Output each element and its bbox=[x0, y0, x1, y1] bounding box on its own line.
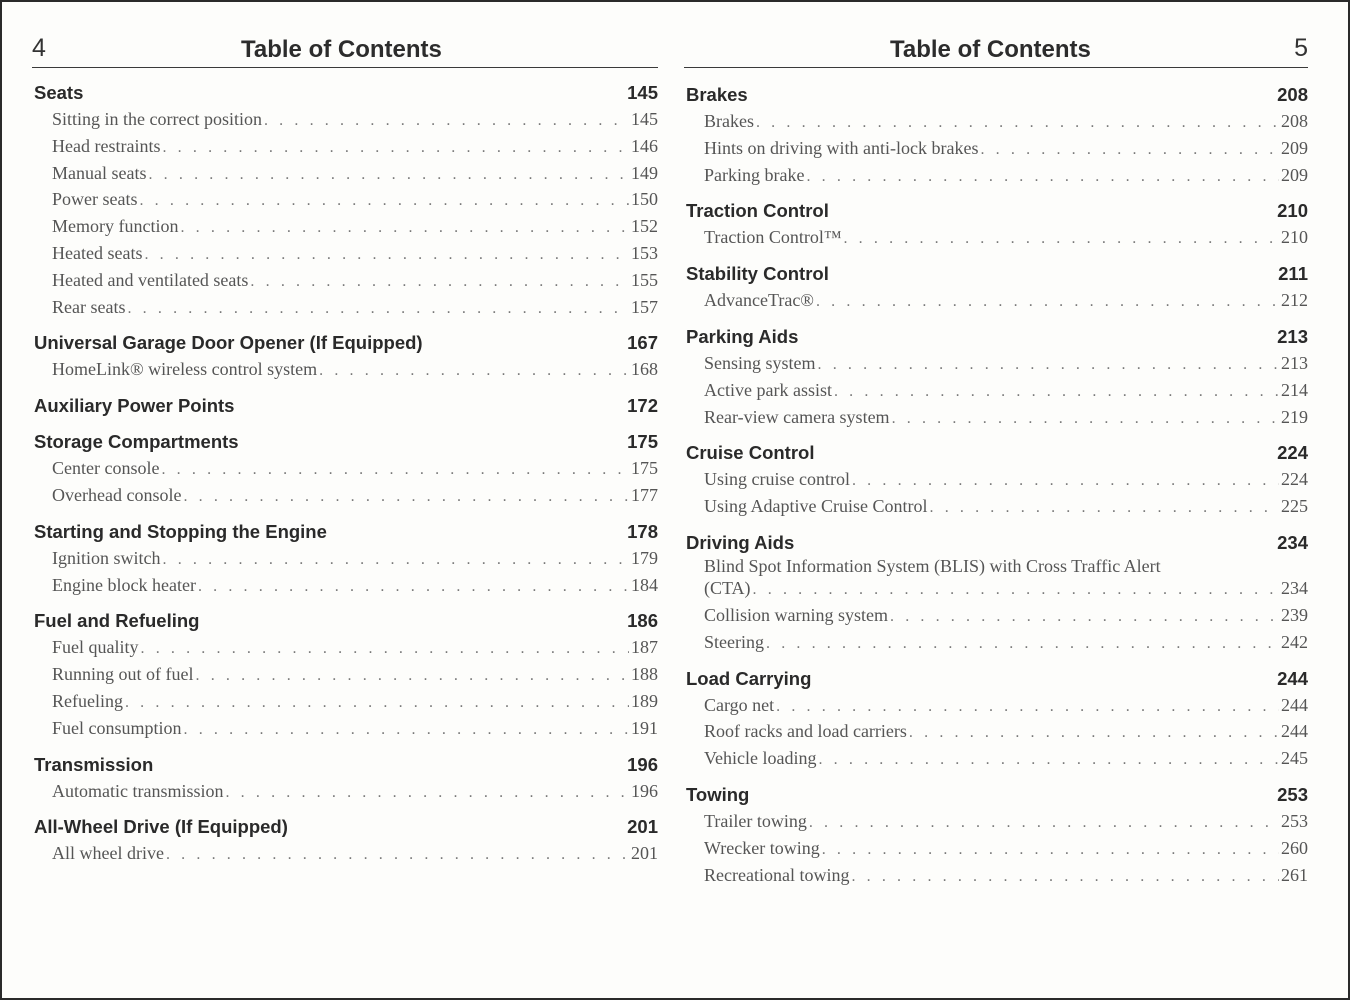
toc-entry[interactable] bbox=[32, 213, 658, 240]
entry-title: Automatic transmission bbox=[52, 780, 224, 801]
dot-leader bbox=[851, 864, 1279, 891]
toc-entry[interactable] bbox=[684, 808, 1308, 835]
dot-leader bbox=[818, 352, 1279, 379]
section-page-number: 244 bbox=[1277, 667, 1308, 689]
entry-page-number: 209 bbox=[1281, 137, 1308, 158]
toc-section bbox=[32, 330, 658, 393]
toc-entry[interactable] bbox=[32, 186, 658, 213]
toc-entry[interactable] bbox=[32, 133, 658, 160]
dot-leader bbox=[180, 215, 629, 242]
entry-title: Cargo net bbox=[704, 694, 775, 715]
entry-title: Memory function bbox=[52, 216, 179, 237]
entry-title: Center console bbox=[52, 458, 160, 479]
dot-leader bbox=[753, 578, 1279, 602]
entry-page-number: 244 bbox=[1281, 694, 1308, 715]
section-heading[interactable] bbox=[684, 261, 1308, 287]
entry-title: Head restraints bbox=[52, 135, 161, 156]
page-title: Table of Contents bbox=[241, 36, 442, 63]
toc-section bbox=[684, 666, 1308, 782]
entry-title: Sensing system bbox=[704, 352, 816, 373]
section-heading[interactable] bbox=[684, 82, 1308, 108]
section-title: Fuel and Refueling bbox=[34, 610, 200, 632]
toc-section bbox=[684, 782, 1308, 898]
section-page-number: 210 bbox=[1277, 200, 1308, 222]
entry-page-number: 212 bbox=[1281, 290, 1308, 311]
toc-entry[interactable] bbox=[684, 162, 1308, 189]
section-heading[interactable] bbox=[32, 608, 658, 634]
toc-section bbox=[684, 82, 1308, 198]
entry-page-number: 224 bbox=[1281, 469, 1308, 490]
toc-list bbox=[32, 80, 658, 877]
dot-leader bbox=[163, 547, 630, 574]
section-heading[interactable] bbox=[32, 752, 658, 778]
dot-leader bbox=[909, 720, 1279, 747]
section-title: Towing bbox=[686, 783, 750, 805]
entry-page-number: 242 bbox=[1281, 631, 1308, 652]
entry-page-number: 209 bbox=[1281, 164, 1308, 185]
toc-entry[interactable] bbox=[32, 778, 658, 805]
dot-leader bbox=[892, 406, 1279, 433]
toc-entry[interactable] bbox=[684, 224, 1308, 251]
entry-title: Using Adaptive Cruise Control bbox=[704, 496, 928, 517]
page-header bbox=[684, 33, 1308, 68]
entry-page-number: 177 bbox=[631, 484, 658, 505]
entry-page-number: 261 bbox=[1281, 864, 1308, 885]
entry-title: Roof racks and load carriers bbox=[704, 721, 907, 742]
entry-page-number: 146 bbox=[631, 135, 658, 156]
dot-leader bbox=[766, 631, 1279, 658]
toc-section bbox=[684, 530, 1308, 666]
entry-title: Blind Spot Information System (BLIS) with Cross Traffic Alert bbox=[704, 555, 1161, 576]
toc-entry[interactable] bbox=[684, 404, 1308, 431]
entry-title: All wheel drive bbox=[52, 843, 164, 864]
entry-title: Brakes bbox=[704, 111, 754, 131]
dot-leader bbox=[776, 694, 1279, 721]
entry-page-number: 239 bbox=[1281, 604, 1308, 625]
section-page-number: 186 bbox=[627, 610, 658, 632]
section-title: Traction Control bbox=[686, 200, 829, 222]
dot-leader bbox=[161, 457, 629, 484]
section-heading[interactable] bbox=[32, 429, 658, 455]
section-title: Universal Garage Door Opener (If Equipped) bbox=[34, 332, 423, 354]
entry-page-number: 149 bbox=[631, 162, 658, 183]
section-title: Parking Aids bbox=[686, 325, 799, 347]
section-heading[interactable] bbox=[32, 330, 658, 356]
entry-page-number: 157 bbox=[631, 296, 658, 317]
entry-title: Trailer towing bbox=[704, 810, 807, 831]
toc-entry[interactable] bbox=[684, 862, 1308, 889]
dot-leader bbox=[319, 358, 629, 385]
page-number: 4 bbox=[32, 34, 46, 62]
toc-entry[interactable] bbox=[684, 835, 1308, 862]
entry-title: Recreational towing bbox=[704, 864, 850, 885]
toc-section bbox=[684, 440, 1308, 530]
section-title: Transmission bbox=[34, 753, 154, 775]
toc-entry[interactable] bbox=[684, 602, 1308, 629]
entry-page-number: 214 bbox=[1281, 379, 1308, 400]
section-page-number: 178 bbox=[627, 520, 658, 542]
entry-title: Collision warning system bbox=[704, 604, 888, 625]
toc-section bbox=[32, 80, 658, 330]
dot-leader bbox=[890, 604, 1279, 631]
dot-leader bbox=[852, 468, 1279, 495]
dot-leader bbox=[834, 379, 1279, 406]
section-heading[interactable] bbox=[684, 324, 1308, 350]
toc-section bbox=[32, 429, 658, 519]
dot-leader bbox=[148, 162, 629, 189]
toc-entry[interactable] bbox=[684, 350, 1308, 377]
entry-title: Rear seats bbox=[52, 296, 126, 317]
dot-leader bbox=[184, 717, 630, 744]
entry-page-number: 168 bbox=[631, 359, 658, 380]
section-heading[interactable] bbox=[684, 198, 1308, 224]
section-page-number: 224 bbox=[1277, 442, 1308, 464]
entry-page-number: 145 bbox=[631, 109, 658, 129]
toc-section bbox=[32, 608, 658, 751]
entry-page-number: 208 bbox=[1281, 111, 1308, 131]
entry-title: Refueling bbox=[52, 690, 123, 711]
dot-leader bbox=[250, 269, 629, 296]
entry-page-number: 213 bbox=[1281, 352, 1308, 373]
entry-title: Rear-view camera system bbox=[704, 406, 890, 427]
toc-entry[interactable] bbox=[684, 718, 1308, 745]
section-spacer bbox=[32, 419, 658, 429]
dot-leader bbox=[196, 663, 630, 690]
section-heading[interactable] bbox=[32, 80, 658, 106]
section-title: Driving Aids bbox=[686, 531, 795, 553]
entry-title: Steering bbox=[704, 631, 764, 652]
section-page-number: 253 bbox=[1277, 783, 1308, 805]
section-page-number: 234 bbox=[1277, 531, 1308, 553]
entry-page-number: 179 bbox=[631, 547, 658, 568]
entry-page-number: 244 bbox=[1281, 721, 1308, 742]
section-title: Auxiliary Power Points bbox=[34, 395, 235, 417]
entry-page-number: 234 bbox=[1281, 577, 1308, 598]
entry-page-number: 201 bbox=[631, 843, 658, 864]
entry-title: Engine block heater bbox=[52, 574, 196, 595]
section-heading[interactable] bbox=[32, 814, 658, 840]
dot-leader bbox=[818, 747, 1279, 774]
dot-leader bbox=[166, 842, 629, 869]
toc-entry[interactable] bbox=[32, 267, 658, 294]
entry-page-number: 210 bbox=[1281, 227, 1308, 248]
toc-entry[interactable] bbox=[32, 160, 658, 187]
entry-page-number: 219 bbox=[1281, 406, 1308, 427]
section-title: Seats bbox=[34, 82, 84, 103]
dot-leader bbox=[264, 108, 629, 135]
toc-entry[interactable] bbox=[684, 287, 1308, 314]
dot-leader bbox=[806, 164, 1279, 191]
toc-entry[interactable] bbox=[32, 661, 658, 688]
toc-entry[interactable] bbox=[32, 634, 658, 661]
toc-entry[interactable] bbox=[684, 377, 1308, 404]
entry-title: Fuel consumption bbox=[52, 717, 182, 738]
entry-title: AdvanceTrac® bbox=[704, 290, 814, 311]
left-page bbox=[32, 0, 658, 1000]
entry-page-number: 225 bbox=[1281, 496, 1308, 517]
section-heading[interactable] bbox=[32, 519, 658, 545]
entry-page-number: 153 bbox=[631, 242, 658, 263]
section-page-number: 201 bbox=[627, 816, 658, 838]
entry-page-number: 189 bbox=[631, 690, 658, 711]
entry-title: Vehicle loading bbox=[704, 748, 817, 769]
section-page-number: 213 bbox=[1277, 325, 1308, 347]
dot-leader bbox=[980, 137, 1279, 164]
entry-title: Power seats bbox=[52, 189, 138, 210]
toc-entry[interactable] bbox=[684, 556, 1308, 602]
entry-title: Using cruise control bbox=[704, 469, 850, 490]
toc-list bbox=[684, 82, 1308, 898]
toc-entry[interactable] bbox=[684, 493, 1308, 520]
entry-title-continued: (CTA) bbox=[704, 577, 751, 598]
dot-leader bbox=[183, 484, 629, 511]
section-heading[interactable] bbox=[32, 393, 658, 419]
entry-page-number: 184 bbox=[631, 574, 658, 595]
section-title: Starting and Stopping the Engine bbox=[34, 520, 327, 542]
toc-entry[interactable] bbox=[32, 482, 658, 509]
dot-leader bbox=[809, 810, 1279, 837]
toc-entry[interactable] bbox=[684, 629, 1308, 656]
toc-entry[interactable] bbox=[32, 688, 658, 715]
dot-leader bbox=[127, 296, 629, 323]
entry-page-number: 155 bbox=[631, 269, 658, 290]
section-heading[interactable] bbox=[684, 666, 1308, 692]
entry-title: Active park assist bbox=[704, 379, 832, 400]
entry-title: Running out of fuel bbox=[52, 664, 194, 685]
entry-title: HomeLink® wireless control system bbox=[52, 359, 318, 380]
toc-section bbox=[32, 814, 658, 877]
page-title: Table of Contents bbox=[890, 36, 1091, 63]
entry-page-number: 187 bbox=[631, 637, 658, 658]
entry-title: Wrecker towing bbox=[704, 837, 820, 858]
dot-leader bbox=[225, 780, 629, 807]
section-page-number: 196 bbox=[627, 753, 658, 775]
dot-leader bbox=[125, 690, 629, 717]
toc-section bbox=[32, 519, 658, 609]
section-title: Stability Control bbox=[686, 263, 829, 285]
entry-page-number: 196 bbox=[631, 780, 658, 801]
toc-entry[interactable] bbox=[32, 572, 658, 599]
dot-leader bbox=[843, 226, 1279, 253]
entry-page-number: 191 bbox=[631, 717, 658, 738]
section-heading[interactable] bbox=[684, 530, 1308, 556]
section-page-number: 145 bbox=[627, 82, 658, 103]
section-page-number: 172 bbox=[627, 395, 658, 417]
toc-entry[interactable] bbox=[32, 356, 658, 383]
entry-title: Fuel quality bbox=[52, 637, 139, 658]
dot-leader bbox=[756, 110, 1279, 137]
toc-section bbox=[684, 261, 1308, 324]
toc-entry[interactable] bbox=[32, 294, 658, 321]
toc-entry[interactable] bbox=[684, 745, 1308, 772]
entry-page-number: 150 bbox=[631, 189, 658, 210]
entry-title: Manual seats bbox=[52, 162, 147, 183]
section-page-number: 208 bbox=[1277, 84, 1308, 105]
section-title: Cruise Control bbox=[686, 442, 815, 464]
dot-leader bbox=[141, 636, 630, 663]
entry-title: Heated seats bbox=[52, 242, 143, 263]
section-page-number: 175 bbox=[627, 431, 658, 453]
page-number: 5 bbox=[1294, 34, 1308, 62]
toc-section bbox=[32, 393, 658, 429]
toc-section bbox=[684, 324, 1308, 440]
toc-entry[interactable] bbox=[684, 108, 1308, 135]
toc-entry[interactable] bbox=[684, 692, 1308, 719]
entry-title: Ignition switch bbox=[52, 547, 161, 568]
section-page-number: 167 bbox=[627, 332, 658, 354]
toc-entry[interactable] bbox=[684, 135, 1308, 162]
toc-section bbox=[32, 752, 658, 815]
entry-title: Traction Control™ bbox=[704, 227, 842, 248]
dot-leader bbox=[930, 495, 1280, 522]
dot-leader bbox=[144, 242, 629, 269]
entry-title: Parking brake bbox=[704, 164, 805, 185]
entry-title: Sitting in the correct position bbox=[52, 109, 262, 129]
entry-title: Heated and ventilated seats bbox=[52, 269, 249, 290]
toc-entry[interactable] bbox=[32, 840, 658, 867]
section-heading[interactable] bbox=[684, 782, 1308, 808]
dot-leader bbox=[198, 574, 629, 601]
entry-page-number: 188 bbox=[631, 664, 658, 685]
entry-title: Overhead console bbox=[52, 484, 182, 505]
entry-page-number: 152 bbox=[631, 216, 658, 237]
entry-page-number: 245 bbox=[1281, 748, 1308, 769]
toc-entry[interactable] bbox=[32, 455, 658, 482]
dot-leader bbox=[162, 135, 629, 162]
right-page bbox=[684, 0, 1308, 1000]
entry-page-number: 260 bbox=[1281, 837, 1308, 858]
toc-entry[interactable] bbox=[32, 240, 658, 267]
entry-page-number: 253 bbox=[1281, 810, 1308, 831]
section-title: Brakes bbox=[686, 84, 748, 105]
section-heading[interactable] bbox=[684, 440, 1308, 466]
toc-section bbox=[684, 198, 1308, 261]
page-header bbox=[32, 33, 658, 68]
toc-entry[interactable] bbox=[32, 715, 658, 742]
entry-page-number: 175 bbox=[631, 458, 658, 479]
entry-title: Hints on driving with anti-lock brakes bbox=[704, 137, 979, 158]
section-title: All-Wheel Drive (If Equipped) bbox=[34, 816, 288, 838]
dot-leader bbox=[816, 289, 1279, 316]
section-title: Storage Compartments bbox=[34, 431, 239, 453]
toc-entry[interactable] bbox=[684, 466, 1308, 493]
toc-entry[interactable] bbox=[32, 106, 658, 133]
section-page-number: 211 bbox=[1278, 263, 1308, 285]
section-title: Load Carrying bbox=[686, 667, 812, 689]
toc-entry[interactable] bbox=[32, 545, 658, 572]
dot-leader bbox=[139, 188, 629, 215]
dot-leader bbox=[822, 837, 1279, 864]
